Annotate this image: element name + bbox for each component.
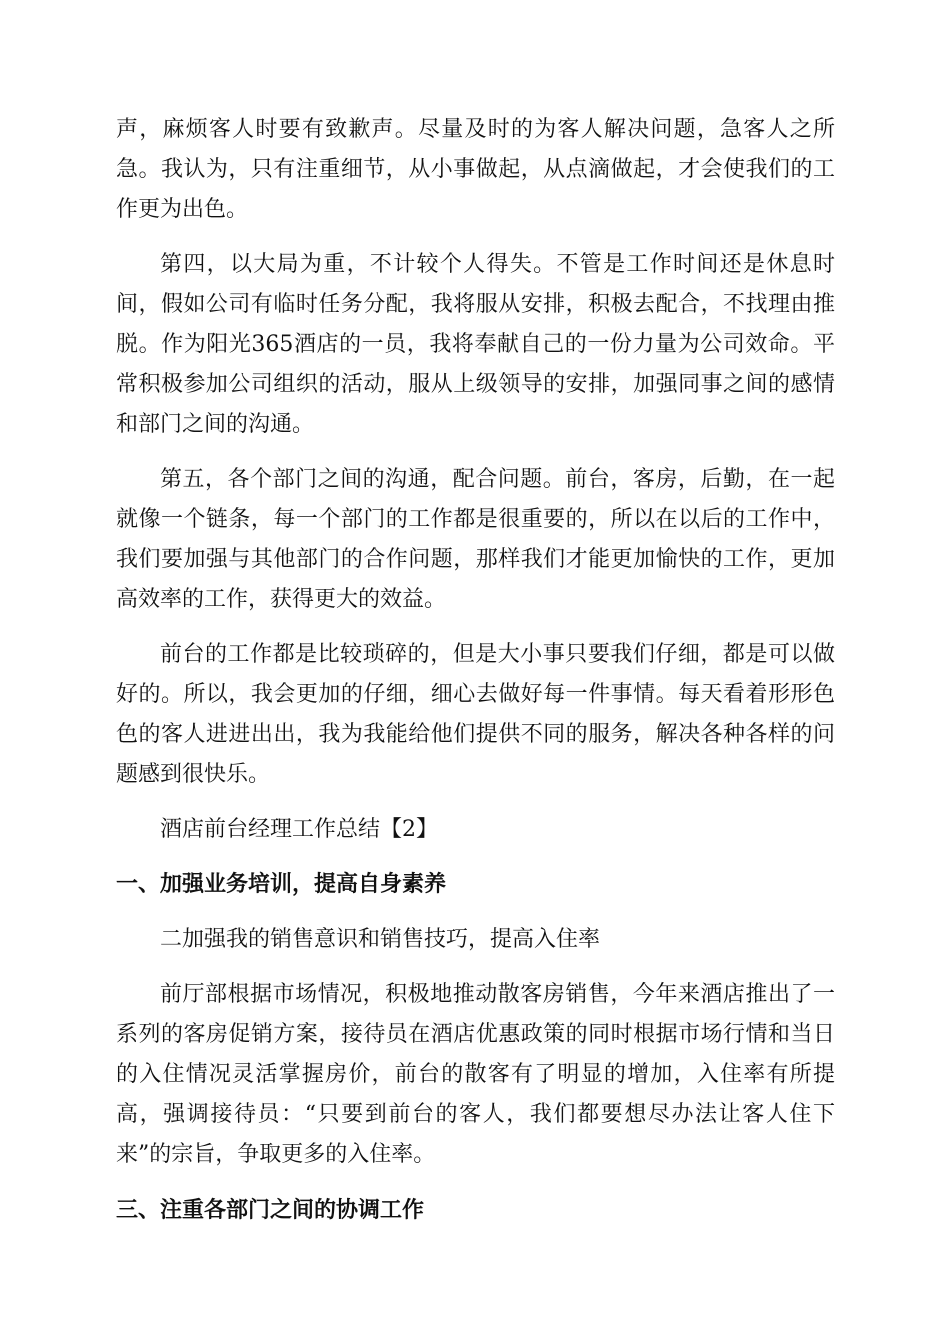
paragraph-fifth-point: 第五，各个部门之间的沟通，配合问题。前台，客房，后勤，在一起就像一个链条，每一个部门的工作都是很重要的，所以在以后的工作中，我们要加强与其他部门的合作问题，那样我们才能更加愉快的工作，更加高效率的工作，获得更大的效益。 [116, 467, 835, 612]
document-body [116, 110, 835, 1246]
paragraph-fourth-point: 第四，以大局为重，不计较个人得失。不管是工作时间还是休息时间，假如公司有临时任务分配，我将服从安排，积极去配合，不找理由推脱。作为阳光365酒店的一员，我将奉献自己的一份力量为公司效命。平常积极参加公司组织的活动，服从上级领导的安排，加强同事之间的感情和部门之间的沟通。 [116, 252, 835, 437]
heading-training: 一、加强业务培训，提高自身素养 [116, 872, 447, 897]
section-title: 酒店前台经理工作总结【2】 [160, 817, 438, 842]
paragraph-front-desk-work: 前台的工作都是比较琐碎的，但是大小事只要我们仔细，都是可以做好的。所以，我会更加的仔细，细心去做好每一件事情。每天看着形形色色的客人进进出出，我为我能给他们提供不同的服务，解决各种各样的问题感到很快乐。 [116, 642, 835, 787]
subheading-sales: 二加强我的销售意识和销售技巧，提高入住率 [160, 927, 601, 952]
paragraph-continuation: 声，麻烦客人时要有致歉声。尽量及时的为客人解决问题，急客人之所急。我认为，只有注重细节，从小事做起，从点滴做起，才会使我们的工作更为出色。 [116, 117, 835, 222]
heading-coordination: 三、注重各部门之间的协调工作 [116, 1198, 425, 1223]
paragraph-sales: 前厅部根据市场情况，积极地推动散客房销售，今年来酒店推出了一系列的客房促销方案，接待员在酒店优惠政策的同时根据市场行情和当日的入住情况灵活掌握房价，前台的散客有了明显的增加，入住率有所提高，强调接待员：“只要到前台的客人，我们都要想尽办法让客人住下来”的宗旨，争取更多的入住率。 [116, 982, 835, 1167]
